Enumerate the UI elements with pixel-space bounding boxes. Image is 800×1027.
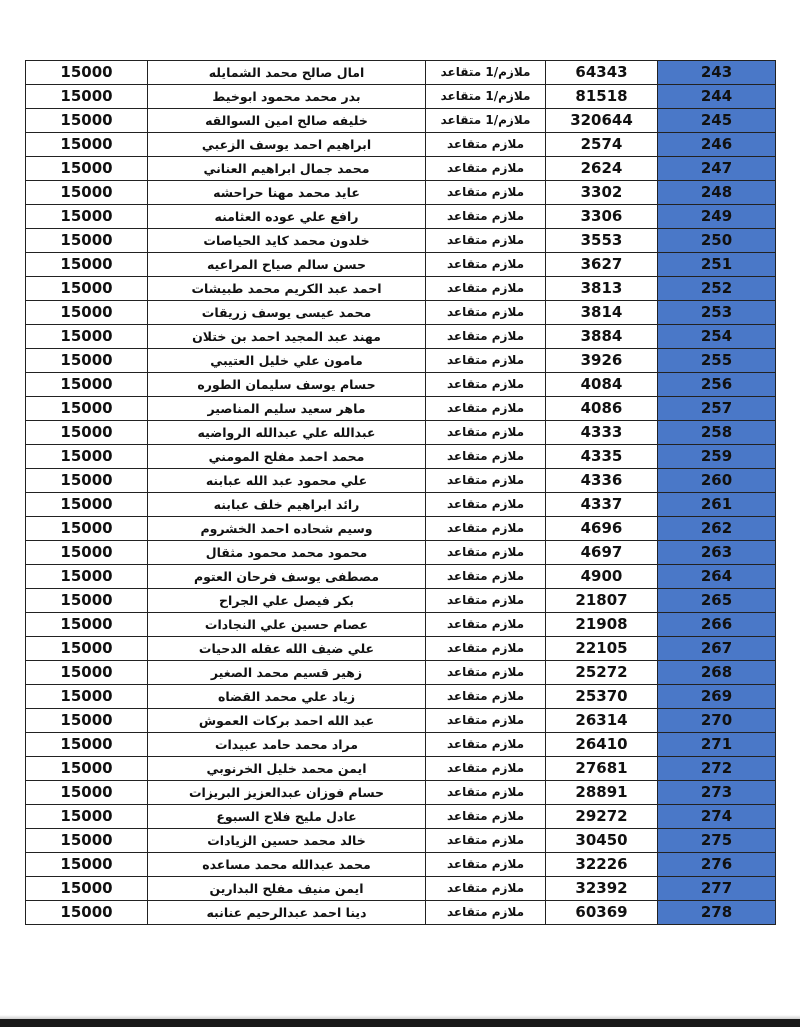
number-cell: 4333	[546, 421, 658, 445]
number-cell: 25272	[546, 661, 658, 685]
sequence-cell: 261	[658, 493, 776, 517]
rank-cell: ملازم متقاعد	[426, 469, 546, 493]
amount-cell: 15000	[26, 349, 148, 373]
name-cell: امال صالح محمد الشمايله	[148, 61, 426, 85]
table-row	[26, 421, 776, 445]
amount-cell: 15000	[26, 109, 148, 133]
rank-cell: ملازم متقاعد	[426, 685, 546, 709]
table-row	[26, 61, 776, 85]
amount-cell: 15000	[26, 829, 148, 853]
sequence-cell: 260	[658, 469, 776, 493]
name-cell: محمد جمال ابراهيم العناني	[148, 157, 426, 181]
sequence-cell: 270	[658, 709, 776, 733]
rank-cell: ملازم متقاعد	[426, 781, 546, 805]
number-cell: 4335	[546, 445, 658, 469]
name-cell: خليفه صالح امين السوالقه	[148, 109, 426, 133]
rank-cell: ملازم متقاعد	[426, 877, 546, 901]
table-row	[26, 637, 776, 661]
rank-cell: ملازم متقاعد	[426, 277, 546, 301]
rank-cell: ملازم متقاعد	[426, 901, 546, 925]
sequence-cell: 268	[658, 661, 776, 685]
number-cell: 81518	[546, 85, 658, 109]
sequence-cell: 255	[658, 349, 776, 373]
number-cell: 3306	[546, 205, 658, 229]
table-row	[26, 157, 776, 181]
roster-sheet	[25, 60, 775, 925]
amount-cell: 15000	[26, 85, 148, 109]
table-row	[26, 589, 776, 613]
table-row	[26, 661, 776, 685]
sequence-cell: 245	[658, 109, 776, 133]
sequence-cell: 244	[658, 85, 776, 109]
sequence-cell: 263	[658, 541, 776, 565]
sequence-cell: 269	[658, 685, 776, 709]
amount-cell: 15000	[26, 61, 148, 85]
rank-cell: ملازم/1 متقاعد	[426, 109, 546, 133]
sequence-cell: 249	[658, 205, 776, 229]
name-cell: بدر محمد محمود ابوخيط	[148, 85, 426, 109]
table-row	[26, 373, 776, 397]
table-row	[26, 901, 776, 925]
sequence-cell: 266	[658, 613, 776, 637]
number-cell: 4336	[546, 469, 658, 493]
rank-cell: ملازم متقاعد	[426, 541, 546, 565]
number-cell: 3553	[546, 229, 658, 253]
table-row	[26, 205, 776, 229]
amount-cell: 15000	[26, 493, 148, 517]
sequence-cell: 246	[658, 133, 776, 157]
rank-cell: ملازم متقاعد	[426, 181, 546, 205]
rank-cell: ملازم متقاعد	[426, 565, 546, 589]
name-cell: ايمن محمد خليل الخرنوبي	[148, 757, 426, 781]
table-row	[26, 877, 776, 901]
name-cell: حسام يوسف سليمان الطوره	[148, 373, 426, 397]
table-row	[26, 613, 776, 637]
table-row	[26, 805, 776, 829]
amount-cell: 15000	[26, 397, 148, 421]
number-cell: 29272	[546, 805, 658, 829]
number-cell: 25370	[546, 685, 658, 709]
table-row	[26, 493, 776, 517]
rank-cell: ملازم/1 متقاعد	[426, 61, 546, 85]
number-cell: 2624	[546, 157, 658, 181]
sequence-cell: 265	[658, 589, 776, 613]
amount-cell: 15000	[26, 421, 148, 445]
rank-cell: ملازم متقاعد	[426, 373, 546, 397]
amount-cell: 15000	[26, 133, 148, 157]
name-cell: زهير قسيم محمد الصغير	[148, 661, 426, 685]
number-cell: 4900	[546, 565, 658, 589]
table-row	[26, 517, 776, 541]
name-cell: ايمن منيف مفلح البدارين	[148, 877, 426, 901]
rank-cell: ملازم متقاعد	[426, 421, 546, 445]
rank-cell: ملازم متقاعد	[426, 757, 546, 781]
amount-cell: 15000	[26, 517, 148, 541]
name-cell: علي محمود عبد الله عبابنه	[148, 469, 426, 493]
sequence-cell: 248	[658, 181, 776, 205]
amount-cell: 15000	[26, 589, 148, 613]
name-cell: عبدالله علي عبدالله الرواضيه	[148, 421, 426, 445]
table-row	[26, 829, 776, 853]
amount-cell: 15000	[26, 445, 148, 469]
number-cell: 32226	[546, 853, 658, 877]
table-row	[26, 733, 776, 757]
amount-cell: 15000	[26, 685, 148, 709]
amount-cell: 15000	[26, 373, 148, 397]
rank-cell: ملازم متقاعد	[426, 349, 546, 373]
name-cell: عايد محمد مهنا حراحشه	[148, 181, 426, 205]
amount-cell: 15000	[26, 637, 148, 661]
rank-cell: ملازم متقاعد	[426, 829, 546, 853]
number-cell: 60369	[546, 901, 658, 925]
name-cell: خلدون محمد كايد الحياصات	[148, 229, 426, 253]
amount-cell: 15000	[26, 325, 148, 349]
sequence-cell: 253	[658, 301, 776, 325]
sequence-cell: 251	[658, 253, 776, 277]
sequence-cell: 275	[658, 829, 776, 853]
name-cell: محمد احمد مفلح المومني	[148, 445, 426, 469]
name-cell: محمود محمد محمود مثقال	[148, 541, 426, 565]
name-cell: خالد محمد حسين الزيادات	[148, 829, 426, 853]
sequence-cell: 278	[658, 901, 776, 925]
sequence-cell: 273	[658, 781, 776, 805]
amount-cell: 15000	[26, 661, 148, 685]
sequence-cell: 272	[658, 757, 776, 781]
rank-cell: ملازم متقاعد	[426, 517, 546, 541]
rank-cell: ملازم متقاعد	[426, 733, 546, 757]
rank-cell: ملازم متقاعد	[426, 133, 546, 157]
rank-cell: ملازم متقاعد	[426, 493, 546, 517]
amount-cell: 15000	[26, 733, 148, 757]
rank-cell: ملازم متقاعد	[426, 325, 546, 349]
name-cell: ابراهيم احمد يوسف الزعبي	[148, 133, 426, 157]
name-cell: دينا احمد عبدالرحيم عنانبه	[148, 901, 426, 925]
amount-cell: 15000	[26, 805, 148, 829]
amount-cell: 15000	[26, 205, 148, 229]
rank-cell: ملازم/1 متقاعد	[426, 85, 546, 109]
sequence-cell: 257	[658, 397, 776, 421]
amount-cell: 15000	[26, 877, 148, 901]
name-cell: وسيم شحاده احمد الخشروم	[148, 517, 426, 541]
amount-cell: 15000	[26, 541, 148, 565]
number-cell: 4696	[546, 517, 658, 541]
sequence-cell: 277	[658, 877, 776, 901]
rank-cell: ملازم متقاعد	[426, 589, 546, 613]
table-row	[26, 853, 776, 877]
table-row	[26, 565, 776, 589]
table-row	[26, 349, 776, 373]
sequence-cell: 276	[658, 853, 776, 877]
table-row	[26, 229, 776, 253]
amount-cell: 15000	[26, 757, 148, 781]
rank-cell: ملازم متقاعد	[426, 397, 546, 421]
rank-cell: ملازم متقاعد	[426, 805, 546, 829]
sequence-cell: 267	[658, 637, 776, 661]
name-cell: عصام حسين علي النجادات	[148, 613, 426, 637]
rank-cell: ملازم متقاعد	[426, 853, 546, 877]
amount-cell: 15000	[26, 901, 148, 925]
table-row	[26, 709, 776, 733]
name-cell: ماهر سعيد سليم المناصير	[148, 397, 426, 421]
amount-cell: 15000	[26, 301, 148, 325]
amount-cell: 15000	[26, 709, 148, 733]
rank-cell: ملازم متقاعد	[426, 229, 546, 253]
amount-cell: 15000	[26, 157, 148, 181]
amount-cell: 15000	[26, 853, 148, 877]
rank-cell: ملازم متقاعد	[426, 709, 546, 733]
table-row	[26, 469, 776, 493]
name-cell: رائد ابراهيم خلف عبابنه	[148, 493, 426, 517]
roster-table	[25, 60, 776, 925]
amount-cell: 15000	[26, 781, 148, 805]
sequence-cell: 271	[658, 733, 776, 757]
table-row	[26, 109, 776, 133]
table-row	[26, 253, 776, 277]
name-cell: زياد علي محمد القضاه	[148, 685, 426, 709]
table-row	[26, 301, 776, 325]
name-cell: محمد عيسى يوسف زريقات	[148, 301, 426, 325]
number-cell: 21908	[546, 613, 658, 637]
rank-cell: ملازم متقاعد	[426, 613, 546, 637]
number-cell: 4086	[546, 397, 658, 421]
number-cell: 21807	[546, 589, 658, 613]
number-cell: 28891	[546, 781, 658, 805]
page-bottom-bar	[0, 1019, 800, 1027]
name-cell: حسن سالم صياح المراعيه	[148, 253, 426, 277]
sequence-cell: 254	[658, 325, 776, 349]
number-cell: 320644	[546, 109, 658, 133]
name-cell: رافع علي عوده العثامنه	[148, 205, 426, 229]
name-cell: مراد محمد حامد عبيدات	[148, 733, 426, 757]
sequence-cell: 264	[658, 565, 776, 589]
name-cell: عادل مليح فلاح السبوع	[148, 805, 426, 829]
sequence-cell: 259	[658, 445, 776, 469]
number-cell: 27681	[546, 757, 658, 781]
roster-body	[26, 61, 776, 925]
sequence-cell: 247	[658, 157, 776, 181]
number-cell: 64343	[546, 61, 658, 85]
rank-cell: ملازم متقاعد	[426, 205, 546, 229]
table-row	[26, 397, 776, 421]
name-cell: احمد عبد الكريم محمد طبيشات	[148, 277, 426, 301]
table-row	[26, 781, 776, 805]
sequence-cell: 258	[658, 421, 776, 445]
number-cell: 4337	[546, 493, 658, 517]
rank-cell: ملازم متقاعد	[426, 253, 546, 277]
sequence-cell: 274	[658, 805, 776, 829]
number-cell: 3926	[546, 349, 658, 373]
table-row	[26, 277, 776, 301]
rank-cell: ملازم متقاعد	[426, 637, 546, 661]
amount-cell: 15000	[26, 613, 148, 637]
name-cell: حسام فوزان عبدالعزيز البريزات	[148, 781, 426, 805]
number-cell: 32392	[546, 877, 658, 901]
name-cell: مهند عبد المجيد احمد بن ختلان	[148, 325, 426, 349]
sequence-cell: 250	[658, 229, 776, 253]
rank-cell: ملازم متقاعد	[426, 445, 546, 469]
table-row	[26, 85, 776, 109]
table-row	[26, 445, 776, 469]
sequence-cell: 262	[658, 517, 776, 541]
rank-cell: ملازم متقاعد	[426, 661, 546, 685]
table-row	[26, 757, 776, 781]
rank-cell: ملازم متقاعد	[426, 157, 546, 181]
number-cell: 4697	[546, 541, 658, 565]
table-row	[26, 181, 776, 205]
amount-cell: 15000	[26, 253, 148, 277]
sequence-cell: 243	[658, 61, 776, 85]
amount-cell: 15000	[26, 277, 148, 301]
number-cell: 3884	[546, 325, 658, 349]
number-cell: 4084	[546, 373, 658, 397]
amount-cell: 15000	[26, 565, 148, 589]
table-row	[26, 325, 776, 349]
amount-cell: 15000	[26, 229, 148, 253]
number-cell: 26410	[546, 733, 658, 757]
number-cell: 3814	[546, 301, 658, 325]
name-cell: بكر فيصل علي الجراح	[148, 589, 426, 613]
number-cell: 22105	[546, 637, 658, 661]
number-cell: 26314	[546, 709, 658, 733]
table-row	[26, 685, 776, 709]
name-cell: مامون علي خليل العتيبي	[148, 349, 426, 373]
name-cell: محمد عبدالله محمد مساعده	[148, 853, 426, 877]
table-row	[26, 541, 776, 565]
number-cell: 3813	[546, 277, 658, 301]
amount-cell: 15000	[26, 469, 148, 493]
name-cell: مصطفى يوسف فرحان العتوم	[148, 565, 426, 589]
sequence-cell: 256	[658, 373, 776, 397]
number-cell: 3302	[546, 181, 658, 205]
number-cell: 30450	[546, 829, 658, 853]
name-cell: علي ضيف الله عقله الدحيات	[148, 637, 426, 661]
amount-cell: 15000	[26, 181, 148, 205]
name-cell: عبد الله احمد بركات العموش	[148, 709, 426, 733]
table-row	[26, 133, 776, 157]
number-cell: 3627	[546, 253, 658, 277]
number-cell: 2574	[546, 133, 658, 157]
sequence-cell: 252	[658, 277, 776, 301]
rank-cell: ملازم متقاعد	[426, 301, 546, 325]
